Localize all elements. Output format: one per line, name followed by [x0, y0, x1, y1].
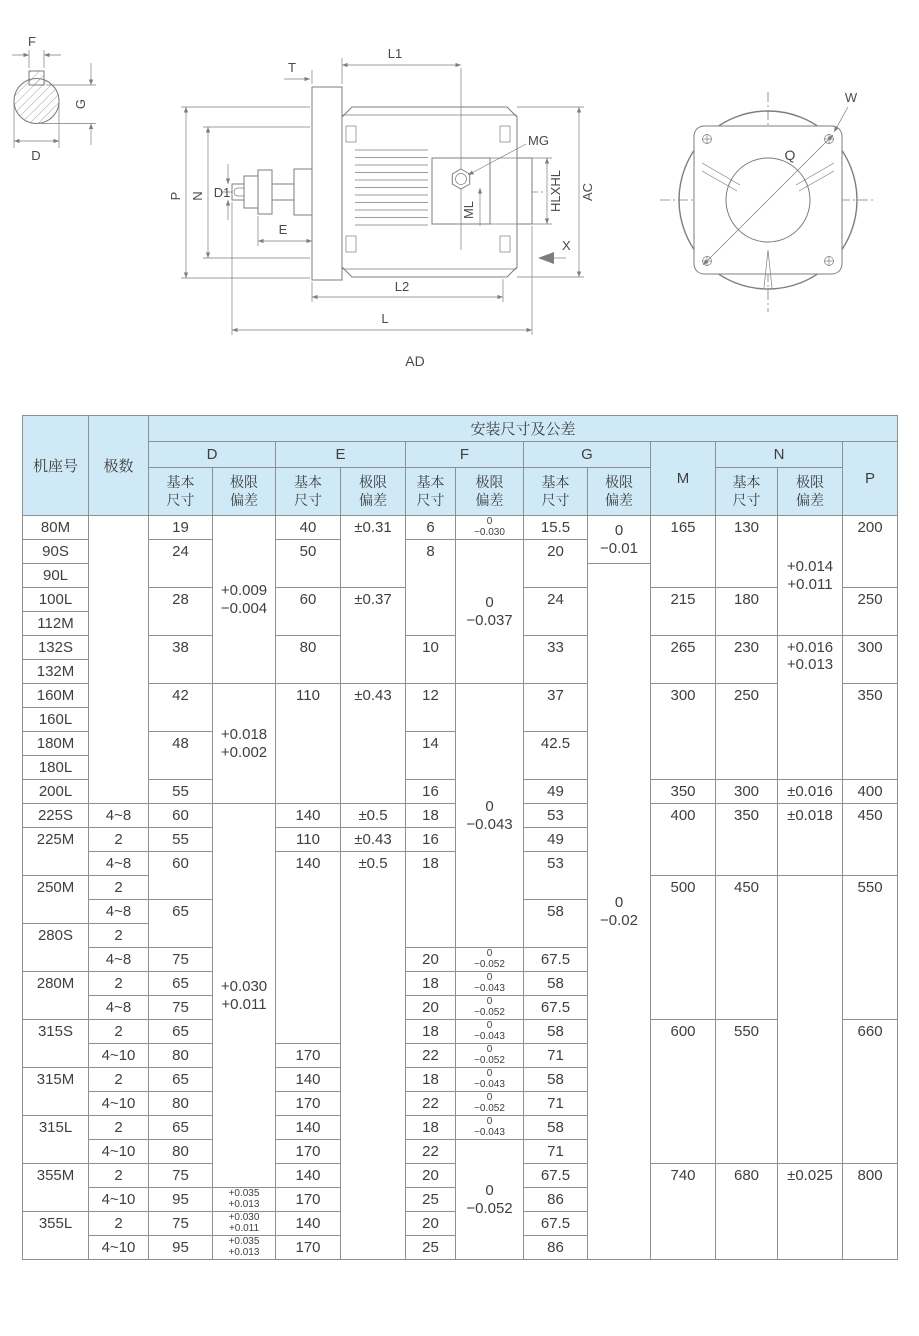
- header-dim-d: D: [149, 442, 276, 468]
- label-g: G: [73, 98, 88, 110]
- cell-g_basic: 49: [524, 780, 588, 804]
- cell-g_basic: 67.5: [524, 1212, 588, 1236]
- shaft-section-view: [12, 34, 96, 163]
- cell-e_dev: ±0.31: [341, 516, 406, 588]
- cell-poles: 4~10: [89, 1188, 149, 1212]
- cell-g_basic: 71: [524, 1044, 588, 1068]
- cell-poles: [89, 516, 149, 804]
- cell-frame: 160L: [23, 708, 89, 732]
- cell-frame: 90S: [23, 540, 89, 564]
- cell-e_basic: 80: [276, 636, 341, 684]
- cell-m: 265: [651, 636, 716, 684]
- cell-e_dev: ±0.37: [341, 588, 406, 684]
- cell-frame: 315L: [23, 1116, 89, 1164]
- cell-f_basic: 20: [406, 996, 456, 1020]
- cell-m: 400: [651, 804, 716, 876]
- label-ac: AC: [580, 182, 595, 202]
- cell-m: 165: [651, 516, 716, 588]
- cell-frame: 100L: [23, 588, 89, 612]
- cell-d_basic: 65: [149, 1020, 213, 1044]
- cell-n_basic: 230: [716, 636, 778, 684]
- cell-d_basic: 75: [149, 948, 213, 972]
- cell-frame: 112M: [23, 612, 89, 636]
- cell-f_basic: 18: [406, 972, 456, 996]
- label-f: F: [28, 34, 36, 49]
- cell-frame: 250M: [23, 876, 89, 924]
- cell-e_basic: 170: [276, 1140, 341, 1164]
- label-d1: D1: [213, 185, 231, 200]
- cell-e_dev: ±0.43: [341, 828, 406, 852]
- cell-e_basic: 60: [276, 588, 341, 636]
- cell-e_basic: 140: [276, 852, 341, 1044]
- cell-g_dev: 0 −0.01: [588, 516, 651, 564]
- cell-e_basic: 140: [276, 1116, 341, 1140]
- cell-f_dev: 0 −0.052: [456, 1140, 524, 1260]
- cell-p: 550: [843, 876, 898, 1020]
- cell-n_basic: 450: [716, 876, 778, 1020]
- cell-f_dev: 0 −0.043: [456, 1068, 524, 1092]
- cell-n_basic: 180: [716, 588, 778, 636]
- cell-d_dev: +0.030 +0.011: [213, 1212, 276, 1236]
- cell-n_basic: 550: [716, 1020, 778, 1164]
- cell-p: 450: [843, 804, 898, 876]
- label-e: E: [278, 222, 288, 237]
- cell-e_basic: 140: [276, 1212, 341, 1236]
- label-mg: MG: [528, 133, 549, 148]
- cell-d_dev: +0.030 +0.011: [213, 804, 276, 1188]
- cell-e_basic: 40: [276, 516, 341, 540]
- header-group-title: 安装尺寸及公差: [149, 416, 898, 442]
- cell-f_dev: 0 −0.052: [456, 948, 524, 972]
- cell-p: 660: [843, 1020, 898, 1164]
- cell-d_basic: 42: [149, 684, 213, 732]
- cell-p: 350: [843, 684, 898, 780]
- cell-poles: 4~10: [89, 1092, 149, 1116]
- cell-e_basic: 140: [276, 1068, 341, 1092]
- cell-e_basic: 140: [276, 804, 341, 828]
- table-row: [23, 516, 898, 540]
- cell-poles: 4~8: [89, 804, 149, 828]
- cell-poles: 4~8: [89, 900, 149, 924]
- label-l2: L2: [394, 279, 410, 294]
- table-row: [23, 684, 898, 708]
- header-limit-e: 极限 偏差: [341, 468, 406, 516]
- cell-g_basic: 67.5: [524, 1164, 588, 1188]
- label-q: Q: [784, 147, 796, 163]
- cell-e_basic: 140: [276, 1164, 341, 1188]
- cell-f_basic: 20: [406, 1164, 456, 1188]
- cell-d_basic: 95: [149, 1236, 213, 1260]
- cell-f_basic: 18: [406, 804, 456, 828]
- cell-g_basic: 86: [524, 1188, 588, 1212]
- header-frame-number: 机座号: [23, 416, 89, 516]
- cell-d_basic: 55: [149, 828, 213, 852]
- cell-f_basic: 20: [406, 1212, 456, 1236]
- rotation-direction-arrow: [538, 252, 554, 264]
- cell-n_dev: [778, 876, 843, 1164]
- cell-f_dev: 0 −0.052: [456, 1044, 524, 1068]
- cell-poles: 2: [89, 876, 149, 900]
- cell-n_basic: 300: [716, 780, 778, 804]
- cell-e_dev: ±0.5: [341, 804, 406, 828]
- cell-frame: 200L: [23, 780, 89, 804]
- cell-d_basic: 65: [149, 1116, 213, 1140]
- cell-n_dev: ±0.025: [778, 1164, 843, 1260]
- cell-f_basic: 6: [406, 516, 456, 540]
- cell-f_dev: 0 −0.037: [456, 540, 524, 684]
- motor-side-view: [168, 46, 595, 369]
- cell-g_basic: 67.5: [524, 948, 588, 972]
- cell-f_basic: 8: [406, 540, 456, 636]
- label-ml: ML: [461, 200, 476, 220]
- cell-f_dev: 0 −0.043: [456, 972, 524, 996]
- cell-d_basic: 65: [149, 972, 213, 996]
- cell-d_basic: 28: [149, 588, 213, 636]
- cell-n_dev: ±0.016: [778, 780, 843, 804]
- cell-d_basic: 19: [149, 516, 213, 540]
- cell-f_basic: 16: [406, 828, 456, 852]
- cell-f_basic: 20: [406, 948, 456, 972]
- cell-frame: 180L: [23, 756, 89, 780]
- label-n: N: [190, 191, 205, 201]
- cell-f_basic: 22: [406, 1140, 456, 1164]
- cell-d_basic: 80: [149, 1092, 213, 1116]
- cell-m: 740: [651, 1164, 716, 1260]
- cell-d_dev: +0.035 +0.013: [213, 1236, 276, 1260]
- technical-drawings: [0, 0, 919, 412]
- header-dim-f: F: [406, 442, 524, 468]
- cell-p: 250: [843, 588, 898, 636]
- cell-frame: 225M: [23, 828, 89, 876]
- cell-poles: 2: [89, 1020, 149, 1044]
- cell-d_basic: 95: [149, 1188, 213, 1212]
- cell-d_basic: 75: [149, 1212, 213, 1236]
- cell-frame: 90L: [23, 564, 89, 588]
- dimensions-table-panel: [22, 415, 897, 1260]
- cell-f_basic: 18: [406, 852, 456, 948]
- cell-e_basic: 170: [276, 1044, 341, 1068]
- cell-p: 200: [843, 516, 898, 588]
- cell-g_basic: 37: [524, 684, 588, 732]
- cell-frame: 355M: [23, 1164, 89, 1212]
- cell-frame: 225S: [23, 804, 89, 828]
- cell-g_basic: 42.5: [524, 732, 588, 780]
- cell-m: 300: [651, 684, 716, 780]
- cell-g_basic: 58: [524, 972, 588, 996]
- header-pole-count: 极数: [89, 416, 149, 516]
- cell-e_basic: 170: [276, 1188, 341, 1212]
- cell-f_basic: 18: [406, 1020, 456, 1044]
- cell-f_basic: 18: [406, 1116, 456, 1140]
- cell-f_basic: 18: [406, 1068, 456, 1092]
- cell-d_basic: 60: [149, 804, 213, 828]
- cell-g_basic: 58: [524, 900, 588, 948]
- cell-n_dev: ±0.018: [778, 804, 843, 876]
- cell-poles: 4~10: [89, 1236, 149, 1260]
- label-l: L: [381, 311, 389, 326]
- cell-d_basic: 48: [149, 732, 213, 780]
- cell-frame: 315M: [23, 1068, 89, 1116]
- cell-poles: 2: [89, 1068, 149, 1092]
- cell-e_dev: ±0.5: [341, 852, 406, 1260]
- cell-poles: 4~10: [89, 1044, 149, 1068]
- cell-e_basic: 170: [276, 1236, 341, 1260]
- cell-frame: 355L: [23, 1212, 89, 1260]
- cell-d_basic: 75: [149, 996, 213, 1020]
- label-w: W: [844, 90, 858, 105]
- cell-frame: 160M: [23, 684, 89, 708]
- cell-g_basic: 20: [524, 540, 588, 588]
- header-basic-f: 基本 尺寸: [406, 468, 456, 516]
- header-limit-f: 极限 偏差: [456, 468, 524, 516]
- cell-g_basic: 58: [524, 1116, 588, 1140]
- cell-d_basic: 75: [149, 1164, 213, 1188]
- cell-d_basic: 60: [149, 852, 213, 900]
- header-dim-m: M: [651, 442, 716, 516]
- header-dim-g: G: [524, 442, 651, 468]
- cell-f_basic: 25: [406, 1236, 456, 1260]
- cell-p: 400: [843, 780, 898, 804]
- cell-poles: 4~8: [89, 996, 149, 1020]
- cell-frame: 132S: [23, 636, 89, 660]
- header-basic-d: 基本 尺寸: [149, 468, 213, 516]
- header-limit-d: 极限 偏差: [213, 468, 276, 516]
- label-x: X: [562, 238, 571, 253]
- cell-g_basic: 15.5: [524, 516, 588, 540]
- cell-f_basic: 14: [406, 732, 456, 780]
- cell-g_basic: 58: [524, 1068, 588, 1092]
- cell-d_basic: 24: [149, 540, 213, 588]
- cell-g_dev: 0 −0.02: [588, 564, 651, 1260]
- cell-m: 500: [651, 876, 716, 1020]
- cell-m: 215: [651, 588, 716, 636]
- cell-f_basic: 22: [406, 1092, 456, 1116]
- cell-n_dev: +0.014 +0.011: [778, 516, 843, 636]
- header-dim-p: P: [843, 442, 898, 516]
- cell-e_dev: ±0.43: [341, 684, 406, 804]
- cell-e_basic: 110: [276, 684, 341, 804]
- cell-m: 600: [651, 1020, 716, 1164]
- cell-frame: 80M: [23, 516, 89, 540]
- cell-f_basic: 16: [406, 780, 456, 804]
- label-p: P: [168, 191, 183, 201]
- header-basic-g: 基本 尺寸: [524, 468, 588, 516]
- dimensions-table: [22, 415, 898, 1260]
- cell-d_dev: +0.018 +0.002: [213, 684, 276, 804]
- cell-frame: 180M: [23, 732, 89, 756]
- cell-poles: 2: [89, 1116, 149, 1140]
- cell-e_basic: 50: [276, 540, 341, 588]
- cell-f_dev: 0 −0.052: [456, 1092, 524, 1116]
- cell-n_basic: 350: [716, 804, 778, 876]
- cell-n_basic: 130: [716, 516, 778, 588]
- cell-p: 300: [843, 636, 898, 684]
- cell-g_basic: 86: [524, 1236, 588, 1260]
- cell-g_basic: 58: [524, 1020, 588, 1044]
- cell-g_basic: 71: [524, 1140, 588, 1164]
- header-basic-n: 基本 尺寸: [716, 468, 778, 516]
- cell-f_dev: 0 −0.030: [456, 516, 524, 540]
- label-l1: L1: [387, 46, 403, 61]
- label-hlxhl: HLXHL: [548, 170, 563, 212]
- label-d: D: [31, 148, 41, 163]
- cell-poles: 4~8: [89, 852, 149, 876]
- cell-d_basic: 55: [149, 780, 213, 804]
- cell-g_basic: 24: [524, 588, 588, 636]
- cell-p: 800: [843, 1164, 898, 1260]
- cell-f_basic: 25: [406, 1188, 456, 1212]
- header-basic-e: 基本 尺寸: [276, 468, 341, 516]
- cell-poles: 2: [89, 924, 149, 948]
- cell-g_basic: 53: [524, 852, 588, 900]
- cell-d_basic: 38: [149, 636, 213, 684]
- motor-end-view: [660, 90, 876, 312]
- cell-f_basic: 12: [406, 684, 456, 732]
- cell-n_basic: 250: [716, 684, 778, 780]
- cell-d_basic: 80: [149, 1044, 213, 1068]
- header-limit-n: 极限 偏差: [778, 468, 843, 516]
- cell-g_basic: 67.5: [524, 996, 588, 1020]
- table-row: [23, 1020, 898, 1044]
- cell-poles: 2: [89, 1164, 149, 1188]
- grease-bolt: [452, 169, 469, 189]
- cell-d_basic: 80: [149, 1140, 213, 1164]
- cell-poles: 4~8: [89, 948, 149, 972]
- cell-g_basic: 53: [524, 804, 588, 828]
- table-body: [23, 516, 898, 1260]
- cell-d_dev: +0.035 +0.013: [213, 1188, 276, 1212]
- motor-dimension-drawing: [0, 0, 919, 412]
- cell-poles: 4~10: [89, 1140, 149, 1164]
- cell-frame: 315S: [23, 1020, 89, 1068]
- cell-f_dev: 0 −0.043: [456, 684, 524, 948]
- cell-f_basic: 22: [406, 1044, 456, 1068]
- cell-frame: 132M: [23, 660, 89, 684]
- cell-poles: 2: [89, 972, 149, 996]
- cell-d_basic: 65: [149, 1068, 213, 1092]
- cell-f_dev: 0 −0.052: [456, 996, 524, 1020]
- cell-frame: 280S: [23, 924, 89, 972]
- label-t: T: [288, 60, 296, 75]
- header-dim-e: E: [276, 442, 406, 468]
- table-header: [23, 416, 898, 516]
- cell-e_basic: 170: [276, 1092, 341, 1116]
- cell-m: 350: [651, 780, 716, 804]
- header-dim-n: N: [716, 442, 843, 468]
- cell-d_basic: 65: [149, 900, 213, 948]
- cell-d_dev: +0.009 −0.004: [213, 516, 276, 684]
- cell-frame: 280M: [23, 972, 89, 1020]
- label-ad: AD: [405, 353, 425, 369]
- cell-f_basic: 10: [406, 636, 456, 684]
- cell-f_dev: 0 −0.043: [456, 1116, 524, 1140]
- cell-poles: 2: [89, 1212, 149, 1236]
- cell-g_basic: 71: [524, 1092, 588, 1116]
- cell-f_dev: 0 −0.043: [456, 1020, 524, 1044]
- cell-g_basic: 33: [524, 636, 588, 684]
- header-limit-g: 极限 偏差: [588, 468, 651, 516]
- cell-n_basic: 680: [716, 1164, 778, 1260]
- cell-e_basic: 110: [276, 828, 341, 852]
- cell-n_dev: +0.016 +0.013: [778, 636, 843, 780]
- cell-g_basic: 49: [524, 828, 588, 852]
- cell-poles: 2: [89, 828, 149, 852]
